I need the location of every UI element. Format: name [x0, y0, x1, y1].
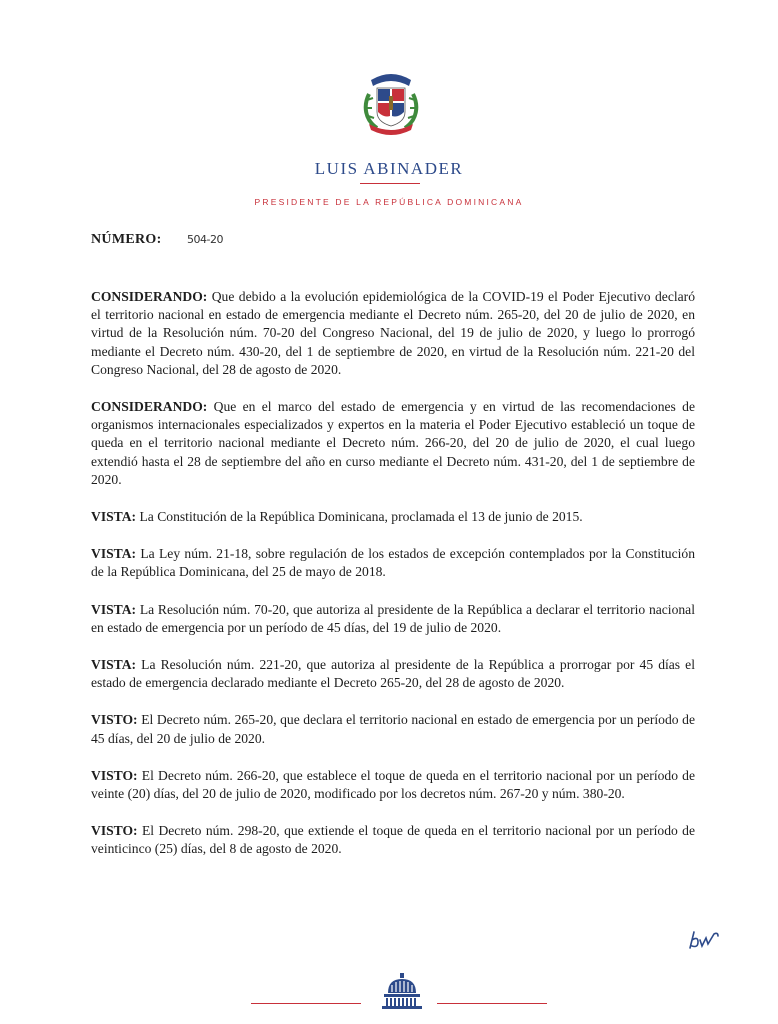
decree-number-label: NÚMERO: [91, 232, 162, 247]
president-name: LUIS ABINADER [314, 159, 464, 178]
paragraph-text: La Ley núm. 21-18, sobre regulación de los estados de excepción contemplados por la Constitución de la República Dominicana, del 25 de mayo de 2018. [91, 546, 695, 580]
paragraph-heading: VISTA: [91, 546, 137, 562]
decree-body [91, 288, 695, 878]
paragraph-text: El Decreto núm. 298-20, que extiende el toque de queda en el territorio nacional por un período de veinticinco (25) días, del 8 de agosto de 2020. [91, 823, 696, 857]
paragraph-heading: CONSIDERANDO: [91, 399, 208, 415]
paragraph-text: El Decreto núm. 266-20, que establece el toque de queda en el territorio nacional por un período de veinte (20) días, del 20 de julio de 2020, modificado por los decretos núm. 267-20 y núm. 380-20. [91, 767, 695, 802]
paragraph-text: La Resolución núm. 221-20, que autoriza al presidente de la República a prorrogar por 45 días el estado de emergencia declarado mediante el Decreto 265-20, del 28 de agosto de 2020. [91, 657, 695, 691]
paragraph-heading: VISTO: [91, 767, 138, 783]
coat-of-arms-icon [355, 66, 427, 138]
footer-divider-left [251, 1003, 361, 1004]
paragraph-text: La Resolución núm. 70-20, que autoriza al presidente de la República a declarar el territorio nacional en estado de emergencia por un período de 45 días, del 19 de julio de 2020. [91, 601, 695, 635]
paragraph-heading: VISTO: [91, 823, 138, 839]
paragraph-heading: VISTA: [91, 657, 137, 673]
decree-number [91, 232, 223, 248]
paragraph-text: Que en el marco del estado de emergencia y en virtud de las recomendaciones de organismos internacionales especializados y expertos en la materia el Poder Ejecutivo estableció un toque de queda en el territorio nacional mediante el Decreto núm. 266-20, del 20 de julio de 2020, el cual luego extendió hasta el 28 de septiembre del año en curso mediante el Decreto núm. 431-20, del 1 de septiembre de 2020. [91, 399, 695, 487]
paragraph-heading: VISTA: [91, 601, 137, 617]
initials-signature-icon [686, 926, 722, 952]
paragraph-considerando-2 [91, 398, 695, 489]
paragraph-heading: VISTA: [91, 509, 137, 525]
paragraph-text: El Decreto núm. 265-20, que declara el territorio nacional en estado de emergencia por un período de 45 días, del 20 de julio de 2020. [91, 712, 695, 746]
paragraph-visto-3 [91, 822, 695, 858]
paragraph-vista-4 [91, 656, 695, 692]
decree-number-value: 504-20 [187, 233, 224, 246]
national-palace-dome-icon [380, 971, 424, 1011]
paragraph-visto-2 [91, 767, 695, 803]
president-title: PRESIDENTE DE LA REPÚBLICA DOMINICANA [254, 197, 524, 207]
paragraph-text: Que debido a la evolución epidemiológica de la COVID-19 el Poder Ejecutivo declaró el territorio nacional en estado de emergencia mediante el Decreto núm. 265-20, del 20 de julio de 2020, en virtud de la Resolución núm. 70-20 del Congreso Nacional, del 19 de julio de 2020, y luego lo prorrogó mediante el Decreto núm. 430-20, del 1 de septiembre de 2020, en virtud de la Resolución núm. 221-20 del Congreso Nacional, del 28 de agosto de 2020. [91, 289, 695, 377]
header-divider [360, 183, 420, 184]
footer-divider-right [437, 1003, 547, 1004]
paragraph-vista-1 [91, 508, 695, 526]
paragraph-heading: CONSIDERANDO: [91, 289, 208, 304]
paragraph-heading: VISTO: [91, 712, 138, 728]
paragraph-text: La Constitución de la República Dominicana, proclamada el 13 de junio de 2015. [139, 509, 583, 525]
paragraph-vista-3 [91, 601, 695, 637]
paragraph-visto-1 [91, 711, 695, 747]
paragraph-considerando-1 [91, 288, 695, 379]
paragraph-vista-2 [91, 545, 695, 581]
